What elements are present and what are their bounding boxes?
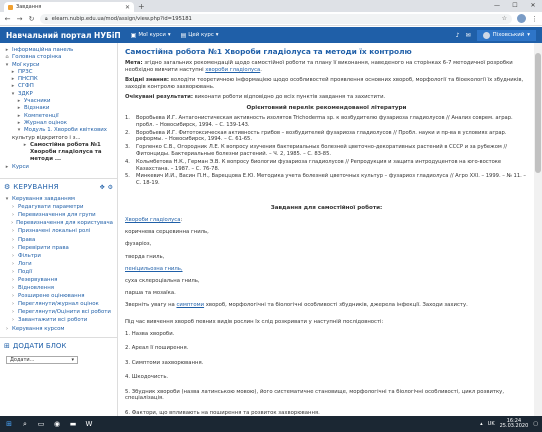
move-icon[interactable]: ✥ [99,183,105,191]
chevron-right-icon: › [12,228,14,235]
admin-item-label: Фільтри [18,252,41,259]
tree-node-icon: ▸ [11,68,15,75]
tree-node-icon: ▾ [5,61,9,68]
tree-node-icon: ▸ [17,98,21,105]
moodle-navbar [0,27,542,43]
sitemap-icon: ▤ [180,31,187,39]
disease-item: парша та мозаїка. [125,290,176,297]
reference-number: 4. [125,158,130,165]
note-paragraph: Зверніть увагу на симптоми хвороб, морфологічні та біологічні особливості збудників, джерела інфекції. Заходи захисту. [125,302,468,309]
chrome-icon[interactable]: ◉ [53,420,61,428]
addblock-select-value: Додати... [10,356,35,363]
reference-item [125,144,528,158]
reference-text: Воробьева И.Г. Антагонистическая активность изолятов Trichoderma sp. к возбудителю фузариоза гладиолусов // Анализ соврем. аграр. пробл. – Новосибирск, 1994. – С. 139-143. [136,115,513,128]
sidebar-item[interactable] [4,76,113,83]
chevron-down-icon: ▾ [71,356,74,363]
reference-number: 1. [125,115,130,121]
admin-item-label: Перевірити права [18,244,69,251]
sidebar-item[interactable] [4,47,113,54]
tree-node-icon: ▾ [11,90,15,97]
navigation-tree [0,43,117,175]
sidebar-item[interactable] [4,54,113,61]
sidebar-item[interactable] [4,105,113,112]
my-courses-menu[interactable] [131,32,171,39]
study-step: 1. Назва хвороби. [125,330,175,337]
admin-item[interactable] [4,195,113,203]
user-name: Піховський [492,32,525,38]
profile-avatar-icon[interactable] [517,14,526,23]
admin-item-label: Переглянути/журнал оцінок [18,301,99,308]
chat-icon[interactable]: ✉ [465,31,471,39]
sidebar-item-label: Хвороби гладіолуса та [30,149,102,156]
main-content [119,43,534,416]
chevron-right-icon: › [12,260,14,267]
reference-list [125,115,528,187]
admin-item[interactable] [4,292,113,300]
tree-node-icon: ▸ [17,112,21,119]
chevron-right-icon: › [12,309,14,316]
tree-node-icon: ▸ [11,83,15,90]
sidebar-item-label: Мої курси [12,61,40,68]
chevron-right-icon: › [12,276,14,283]
admin-item-label: Перевизначення для користувача [16,220,113,227]
admin-item-label: Події [18,268,33,275]
study-step: 5. Збудник хвороби (назва латинською мовою), його систематичне становище, морфологічні та біологічні особливості, цикл розвитку, спеціалізація. [125,388,504,402]
settings-cog-icon[interactable]: ⚙ [107,183,113,191]
sidebar-item-label: Журнал оцінок [24,119,67,126]
study-step: 6. Фактори, що впливають на поширення та розвиток захворювання. [125,409,320,416]
sidebar-item[interactable] [4,127,113,134]
chevron-right-icon: › [12,212,14,219]
chevron-right-icon: › [12,268,14,275]
task-view-icon[interactable]: ▭ [37,420,45,428]
chevron-down-icon: › [6,325,8,332]
window-close-icon[interactable]: ✕ [530,2,536,9]
disease-item: суха склероціальна гниль, [125,277,200,284]
network-icon[interactable]: ▴ [480,421,483,427]
reference-text: Воробьева И.Г. Фитотоксическая активность грибов – возбудителей фузариоза гладиолусов // Пробл. науки и пр-ва в условиях аграр. реформы. – Новосибирск, 1994. – С. 61-65. [136,129,507,143]
tree-node-icon: ▸ [11,76,15,83]
sidebar-item-label: ЗДКР [18,90,33,97]
admin-item-label: Права [18,236,36,243]
site-brand[interactable]: Навчальний портал НУБіП [6,30,121,40]
diseases-heading-link: Хвороби гладіолуса: [125,216,183,223]
literature-heading: Орієнтовний перелік рекомендованої літератури [246,105,407,111]
sidebar-item[interactable] [4,113,113,120]
sidebar-item-label: Самостійна робота №1 [30,141,101,148]
user-menu[interactable] [477,30,536,41]
sidebar-item[interactable] [4,149,113,156]
reference-number: 5. [125,173,130,180]
sidebar-item-label: культур відкритого і з... [12,134,81,141]
moodle-favicon-icon [8,5,13,10]
reference-item [125,173,528,187]
admin-item[interactable] [4,308,113,316]
steps-list [125,331,528,416]
lock-icon: 🔒︎ [45,15,48,22]
this-course-menu[interactable] [181,32,219,39]
tree-node-icon: ▸ [5,163,9,170]
admin-item-label: Логи [18,260,32,267]
sidebar-item[interactable] [4,156,113,163]
admin-item-label: Резервування [18,276,58,283]
admin-item[interactable] [4,203,113,211]
bookmark-star-icon[interactable]: ☆ [501,15,507,22]
chevron-down-icon: ▾ [5,196,9,203]
disease-item[interactable]: пеніцильозна гниль, [125,265,183,272]
windows-taskbar [0,416,542,432]
tab-title: Завдання [16,4,42,10]
word-icon[interactable]: W [85,420,93,428]
window-controls [488,0,542,12]
sidebar-item[interactable] [4,98,113,105]
my-courses-label: Мої курси [138,32,166,38]
admin-item[interactable] [4,236,113,244]
goal-paragraph: Мета: згідно загальних рекомендацій щодо самостійної роботи та плану її виконання, наведеного на сторінках 6-7 методичної розробки необхідно вивчити наступні хвороби гладіолуса. [125,60,513,73]
address-bar[interactable] [40,14,512,24]
sidebar-item[interactable] [4,69,113,76]
reference-text: Минкевич И.И., Васин П.Н., Вареццова Е.Ю. Методика учета болезней цветочных культур – фузариоз гладиолуса // Агро XXI. – 1999. – № 11. – С. 18-19. [136,173,527,187]
sidebar-item-label: Інформаційна панель [12,47,74,53]
notifications-icon[interactable]: ▢ [533,421,538,427]
page-title: Самостійна робота №1 Хвороби гладіолуса та методи їх контролю [125,47,412,56]
sidebar-item-label: Учасники [24,98,51,105]
reference-text: Кольмбетова Н.К., Герман Э.В. К вопросу биологии фузариоза гладиолусов // Репродукция и защита интродуцентов на юго-востоке Казахстана. – 1987. – С. 76-78. [136,158,502,172]
sidebar-item[interactable] [4,91,113,98]
user-avatar [483,32,490,39]
tree-node-icon: ▸ [5,47,9,53]
chevron-right-icon: › [12,244,14,251]
sidebar-item-label: СГФП [18,83,34,90]
page-scrollbar[interactable] [534,43,542,416]
plus-square-icon: ⊞ [4,341,10,350]
forward-arrow-icon[interactable]: → [16,14,23,23]
admin-item-label: Відновлення [18,285,54,292]
graduation-cap-icon: ▣ [130,31,137,39]
diseases-list [125,229,528,296]
new-tab-plus-icon[interactable]: + [138,2,145,11]
diseases-link[interactable]: хвороби гладіолуса [205,67,261,73]
admin-item[interactable] [4,325,113,333]
this-course-label: Цей курс [188,32,214,38]
gear-icon: ⚙ [4,183,11,192]
reference-number: 3. [125,144,130,151]
admin-item-label: Керування завданням [12,196,75,203]
clock[interactable]: 16:24 25.03.2020 [499,417,529,429]
chevron-right-icon: › [11,220,14,227]
symptoms-link[interactable]: симптоми [176,302,205,309]
search-icon[interactable]: ⌕ [23,419,27,428]
admin-item-label: Призначені локальні ролі [18,228,91,235]
admin-item[interactable] [4,211,113,219]
disease-item: коричнева серцевинна гниль, [125,229,209,236]
admin-block-title: КЕРУВАННЯ [13,183,59,192]
admin-block-header [0,178,117,195]
admin-item[interactable] [4,300,113,308]
left-sidebar [0,43,118,416]
sidebar-item[interactable] [4,135,113,142]
disease-item: тверда гниль, [125,253,165,260]
chevron-right-icon: › [12,317,14,324]
admin-list [0,195,117,333]
admin-item[interactable] [4,268,113,276]
admin-item-label: Завантажити всі роботи [18,317,88,324]
reference-number: 2. [125,129,130,136]
addblock-title: ДОДАТИ БЛОК [12,341,67,350]
chevron-right-icon: › [12,204,14,211]
tree-node-icon: ▸ [17,105,21,112]
back-arrow-icon[interactable]: ← [4,14,11,23]
close-icon[interactable]: ✕ [124,3,130,11]
sidebar-item-label: Компетенції [24,112,59,119]
language-indicator[interactable]: UK [487,421,495,427]
explorer-folder-icon[interactable]: ▬ [69,420,77,428]
minimize-icon[interactable]: — [494,2,500,9]
browser-toolbar [0,12,542,26]
sidebar-item[interactable] [4,83,113,90]
task-heading: Завдання для самостійної роботи: [270,204,383,211]
reference-item [125,159,528,173]
admin-item-label: Редагувати параметри [18,204,84,211]
windows-start-icon[interactable]: ⊞ [6,420,12,428]
sidebar-item[interactable] [4,164,113,171]
sidebar-item-label: ПРЗС [18,68,33,75]
admin-item-label: Переглянути/Оцінити всі роботи [18,309,111,316]
kebab-menu-icon[interactable]: ⋮ [531,14,538,23]
admin-item[interactable] [4,284,113,292]
browser-tabbar [0,0,542,12]
reload-icon[interactable]: ↻ [28,14,35,23]
study-step: 2. Ареал її поширення. [125,345,189,352]
url-text: elearn.nubip.edu.ua/mod/assign/view.php?id=195181 [51,15,192,22]
reference-text: Горленко С.В., Огородник Л.Е. К вопросу изучения бактериальных болезней цветочно-декоративных растений в СССР и за рубежом // Фитонциды. Бактериальные болезни растений. – Ч. 2, 1985. – С. 83-85. [136,144,507,157]
admin-item[interactable] [4,244,113,252]
admin-item[interactable] [4,276,113,284]
expected-results-paragraph: Очікувані результати: виконати роботи відповідно до всіх пунктів завдання та захистити. [125,94,386,100]
bell-icon[interactable]: ♪ [455,31,460,39]
chevron-down-icon: ▾ [215,32,219,38]
scrollbar-thumb[interactable] [535,53,541,173]
sidebar-item-label: Курси [12,163,29,170]
tree-node-icon: ▸ [23,141,27,148]
study-intro: Під час вивчення хвороб певних видів рослин їх слід розкривати у наступній послідовності: [125,318,384,325]
admin-item-label: Розширене оцінювання [18,293,85,300]
reference-item [125,115,528,129]
sidebar-item[interactable] [4,62,113,69]
addblock-select[interactable] [6,356,78,364]
chevron-down-icon: ▾ [167,32,171,38]
chevron-right-icon: › [12,236,14,243]
browser-tab[interactable] [4,2,134,12]
admin-item-label: Керування курсом [12,325,65,332]
tree-node-icon: ▾ [17,127,21,134]
addblock-header [0,337,117,354]
chevron-right-icon: › [12,301,14,308]
admin-item-label: Перевизначення для групи [18,212,96,219]
study-step: 3. Симптоми захворювання. [125,359,204,366]
admin-item[interactable] [4,219,113,227]
sidebar-item-label: Модуль 1. Хвороби квіткових [24,127,107,134]
chevron-right-icon: › [12,252,14,259]
chevron-right-icon: › [12,293,14,300]
study-step: 4. Шкодочисть. [125,374,169,381]
maximize-icon[interactable]: ☐ [512,2,518,9]
sidebar-item-label: методи ... [30,156,62,163]
sidebar-item[interactable] [4,120,113,127]
sidebar-item-label: Головна сторінка [12,54,62,61]
reference-item [125,130,528,144]
admin-item[interactable] [4,227,113,235]
sidebar-item-label: ПНСПК [18,76,38,83]
chevron-down-icon: ▾ [527,32,530,38]
admin-item[interactable] [4,316,113,324]
chevron-right-icon: › [12,285,14,292]
tree-node-icon: ⌂ [5,54,9,61]
admin-item[interactable] [4,252,113,260]
admin-item[interactable] [4,260,113,268]
entry-knowledge-paragraph: Вхідні знання: володіти теоретичною інформацією щодо особливостей проявлення основних хвороб, морфології та біоекології їх збудників, заходів контролю захворювань. [125,77,524,90]
disease-item: фузаріоз, [125,241,152,248]
sidebar-item-label: Відзнаки [24,105,50,112]
tree-node-icon: ▸ [17,119,21,126]
